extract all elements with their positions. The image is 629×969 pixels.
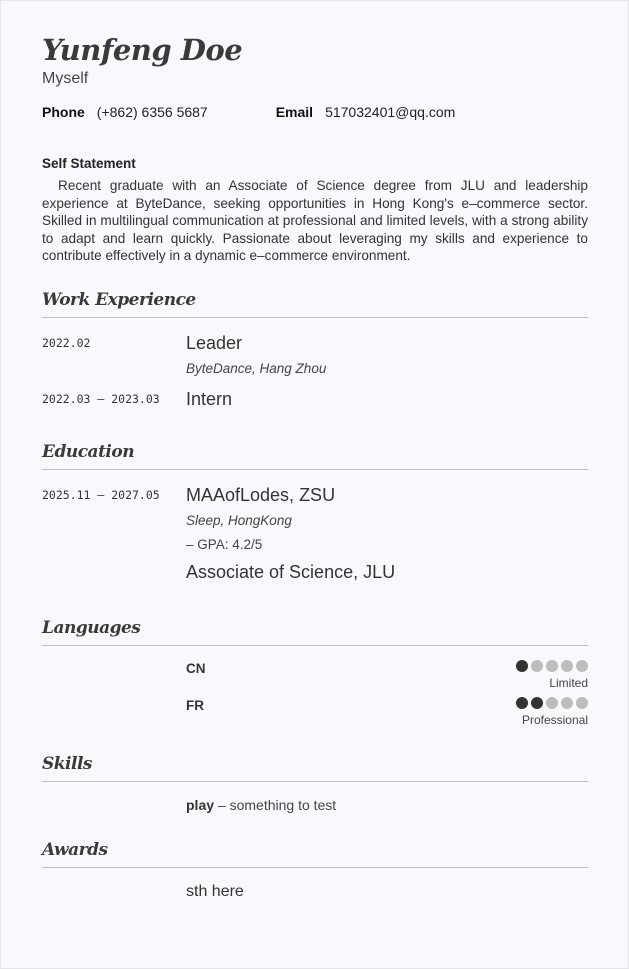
skill-desc: – something to test (217, 796, 337, 813)
education-degree: MAAofLodes, ZSU (186, 484, 336, 505)
section-divider (42, 645, 588, 646)
rating-dot (516, 660, 528, 672)
contact-phone (42, 103, 208, 121)
skill-name: play (186, 796, 215, 813)
rating-dot (576, 660, 588, 672)
language-level: Limited (549, 675, 588, 690)
work-org: ByteDance, Hang Zhou (186, 360, 327, 376)
education-item (42, 484, 588, 583)
language-name: CN (186, 660, 206, 676)
work-role: Intern (186, 388, 233, 409)
rating-dot (516, 697, 528, 709)
education-section (42, 441, 588, 583)
rating-dot (561, 697, 573, 709)
work-date: 2022.03 – 2023.03 (42, 391, 160, 406)
languages-section-title: Languages (42, 617, 141, 638)
email-value: 517032401@qq.com (325, 104, 456, 120)
language-rating (516, 697, 588, 709)
work-section-title: Work Experience (42, 289, 196, 310)
section-divider (42, 867, 588, 868)
award-text: sth here (186, 882, 244, 900)
education-date: 2025.11 – 2027.05 (42, 487, 160, 502)
work-section (42, 289, 588, 410)
education-org: Sleep, HongKong (186, 512, 292, 528)
language-rating (516, 660, 588, 672)
work-item (42, 332, 588, 378)
languages-section (42, 617, 588, 727)
work-role: Leader (186, 332, 243, 353)
self-statement-text: Recent graduate with an Associate of Science degree from JLU and leadership experience at ByteDance, seeking opportunities in Hong Kong's e–commerce sector. Skilled in multilingual communication at professional and limited levels, with a strong ability to adapt and learn quickly. Passionate about leveraging my skills and experience to contribute effectively in a dynamic e–commerce environment. (42, 178, 588, 263)
section-divider (42, 469, 588, 470)
awards-section-title: Awards (42, 839, 108, 860)
resume-subtitle: Myself (42, 70, 89, 87)
work-item (42, 388, 588, 410)
contact-info (42, 103, 588, 121)
rating-dot (531, 660, 543, 672)
language-item (42, 697, 588, 727)
language-name: FR (186, 697, 204, 713)
contact-email (276, 103, 456, 121)
work-date: 2022.02 (42, 335, 91, 350)
phone-value: (+862) 6356 5687 (96, 104, 208, 120)
education-gpa: – GPA: 4.2/5 (186, 536, 263, 552)
rating-dot (546, 697, 558, 709)
self-statement-title: Self Statement (42, 156, 136, 171)
language-level: Professional (521, 712, 588, 727)
rating-dot (546, 660, 558, 672)
skills-section (42, 753, 588, 814)
email-label: Email (275, 104, 314, 120)
rating-dot (576, 697, 588, 709)
section-divider (42, 317, 588, 318)
education-degree: Associate of Science, JLU (186, 561, 396, 582)
skill-item (42, 796, 588, 814)
award-item (42, 882, 588, 902)
resume-name: Yunfeng Doe (42, 33, 243, 67)
rating-dot (561, 660, 573, 672)
phone-label: Phone (42, 104, 85, 120)
awards-section (42, 839, 588, 902)
skills-section-title: Skills (42, 753, 93, 774)
language-item (42, 660, 588, 690)
section-divider (42, 781, 588, 782)
education-section-title: Education (42, 441, 135, 462)
rating-dot (531, 697, 543, 709)
